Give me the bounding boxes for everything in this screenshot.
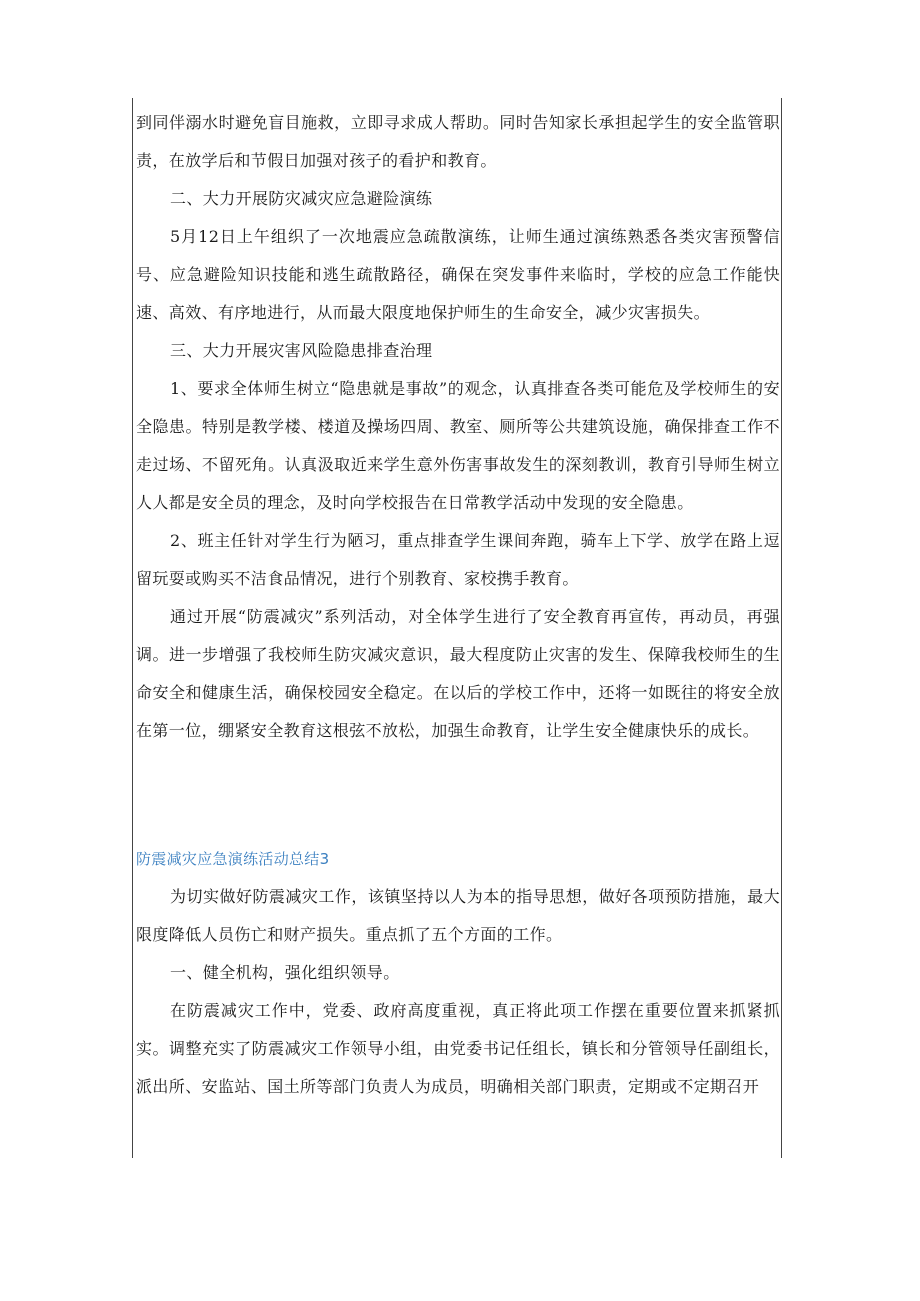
paragraph-continuation: 到同伴溺水时避免盲目施救，立即寻求成人帮助。同时告知家长承担起学生的安全监管职责，在放学后和节假日加强对孩子的看护和教育。: [136, 113, 780, 170]
heading-drill: 二、大力开展防灾减灾应急避险演练: [170, 189, 433, 208]
document-body: [136, 104, 780, 1106]
paragraph-drill: 5月12日上午组织了一次地震应急疏散演练，让师生通过演练熟悉各类灾害预警信号、应急避险知识技能和逃生疏散路径，确保在突发事件来临时，学校的应急工作能快速、高效、有序地进行，从而最大限度地保护师生的生命安全，减少灾害损失。: [136, 227, 780, 322]
paragraph-hazard-2: 2、班主任针对学生行为陋习，重点排查学生课间奔跑，骑车上下学、放学在路上逗留玩耍或购买不洁食品情况，进行个别教育、家校携手教育。: [136, 531, 780, 588]
spacer: [136, 750, 780, 840]
section-title: 防震减灾应急演练活动总结3: [136, 850, 330, 868]
paragraph-conclusion: 通过开展“防震减灾”系列活动，对全体学生进行了安全教育再宣传，再动员，再强调。进一步增强了我校师生防灾减灾意识，最大程度防止灾害的发生、保障我校师生的生命安全和健康生活，确保校园安全稳定。在以后的学校工作中，还将一如既往的将安全放在第一位，绷紧安全教育这根弦不放松，加强生命教育，让学生安全健康快乐的成长。: [136, 607, 780, 740]
paragraph-organization: 在防震减灾工作中，党委、政府高度重视，真正将此项工作摆在重要位置来抓紧抓实。调整充实了防震减灾工作领导小组，由党委书记任组长，镇长和分管领导任副组长，派出所、安监站、国土所等部门负责人为成员，明确相关部门职责，定期或不定期召开: [136, 1001, 780, 1096]
paragraph-intro: 为切实做好防震减灾工作，该镇坚持以人为本的指导思想，做好各项预防措施，最大限度降低人员伤亡和财产损失。重点抓了五个方面的工作。: [136, 887, 780, 944]
paragraph-hazard-1: 1、要求全体师生树立“隐患就是事故”的观念，认真排查各类可能危及学校师生的安全隐患。特别是教学楼、楼道及操场四周、教室、厕所等公共建筑设施，确保排查工作不走过场、不留死角。认真汲取近来学生意外伤害事故发生的深刻教训，教育引导师生树立人人都是安全员的理念，及时向学校报告在日常教学活动中发现的安全隐患。: [136, 379, 780, 512]
heading-hazard-check: 三、大力开展灾害风险隐患排查治理: [170, 341, 433, 360]
heading-organization: 一、健全机构，强化组织领导。: [170, 963, 400, 982]
